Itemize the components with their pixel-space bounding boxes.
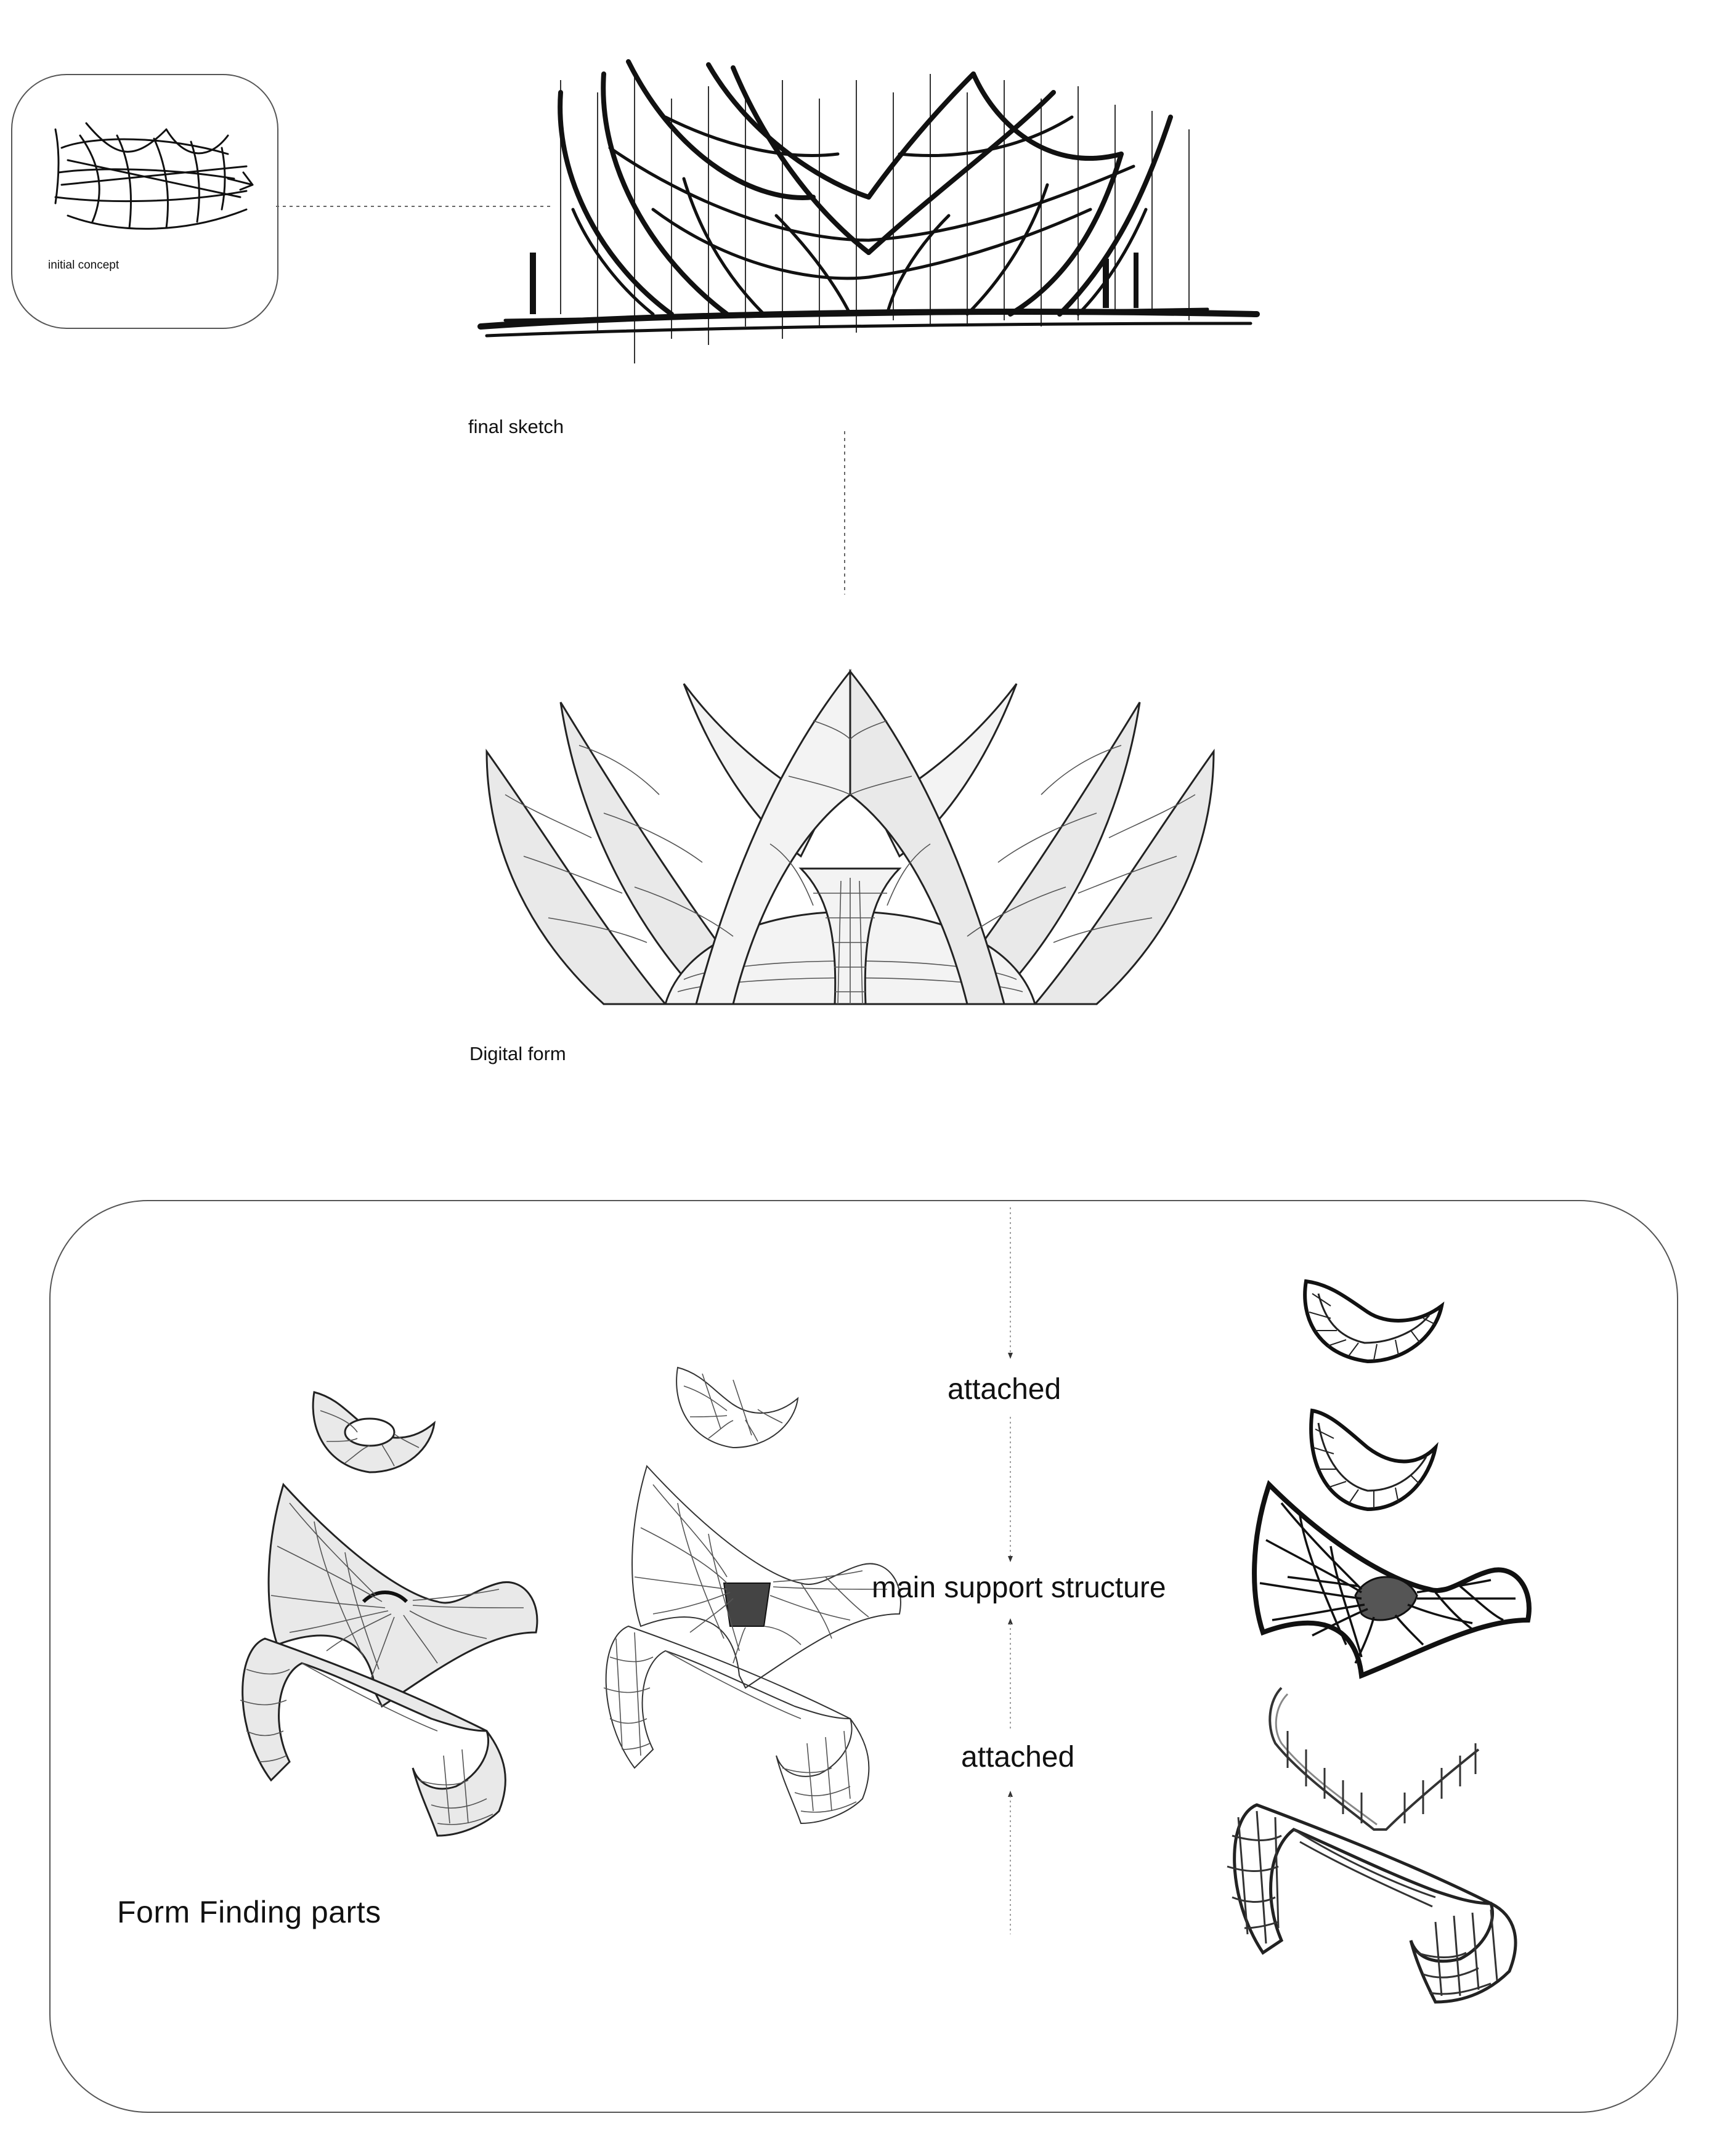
connector-sketch-digital: [842, 431, 848, 598]
form-finding-parts-label: Form Finding parts: [117, 1895, 381, 1929]
arrow-line-bottom-up: [1007, 1789, 1013, 1937]
form-finding-top-ring-wire: [665, 1355, 813, 1460]
digital-form-label: Digital form: [469, 1043, 566, 1064]
main-support-structure-label: main support structure: [872, 1571, 1166, 1604]
structure-top-ring-frame: [1294, 1269, 1454, 1374]
initial-concept-sketch: [43, 111, 259, 253]
attached-label-top: attached: [948, 1373, 1061, 1406]
form-finding-bottom-shaded: [234, 1639, 511, 1866]
arrow-line-top: [1007, 1207, 1013, 1361]
final-sketch-drawing: [468, 55, 1269, 413]
form-finding-bottom-wire: [598, 1626, 875, 1854]
arrow-line-middle-down: [1007, 1417, 1013, 1565]
initial-concept-label: initial concept: [48, 259, 120, 272]
form-finding-top-ring-shaded: [302, 1374, 450, 1485]
final-sketch-label: final sketch: [468, 416, 564, 437]
digital-form-model: [481, 671, 1220, 1016]
structure-main-frame: [1238, 1472, 1546, 1694]
attached-label-bottom: attached: [961, 1741, 1075, 1773]
structure-bottom-frame: [1220, 1805, 1528, 2008]
arrow-line-middle-up: [1007, 1617, 1013, 1734]
